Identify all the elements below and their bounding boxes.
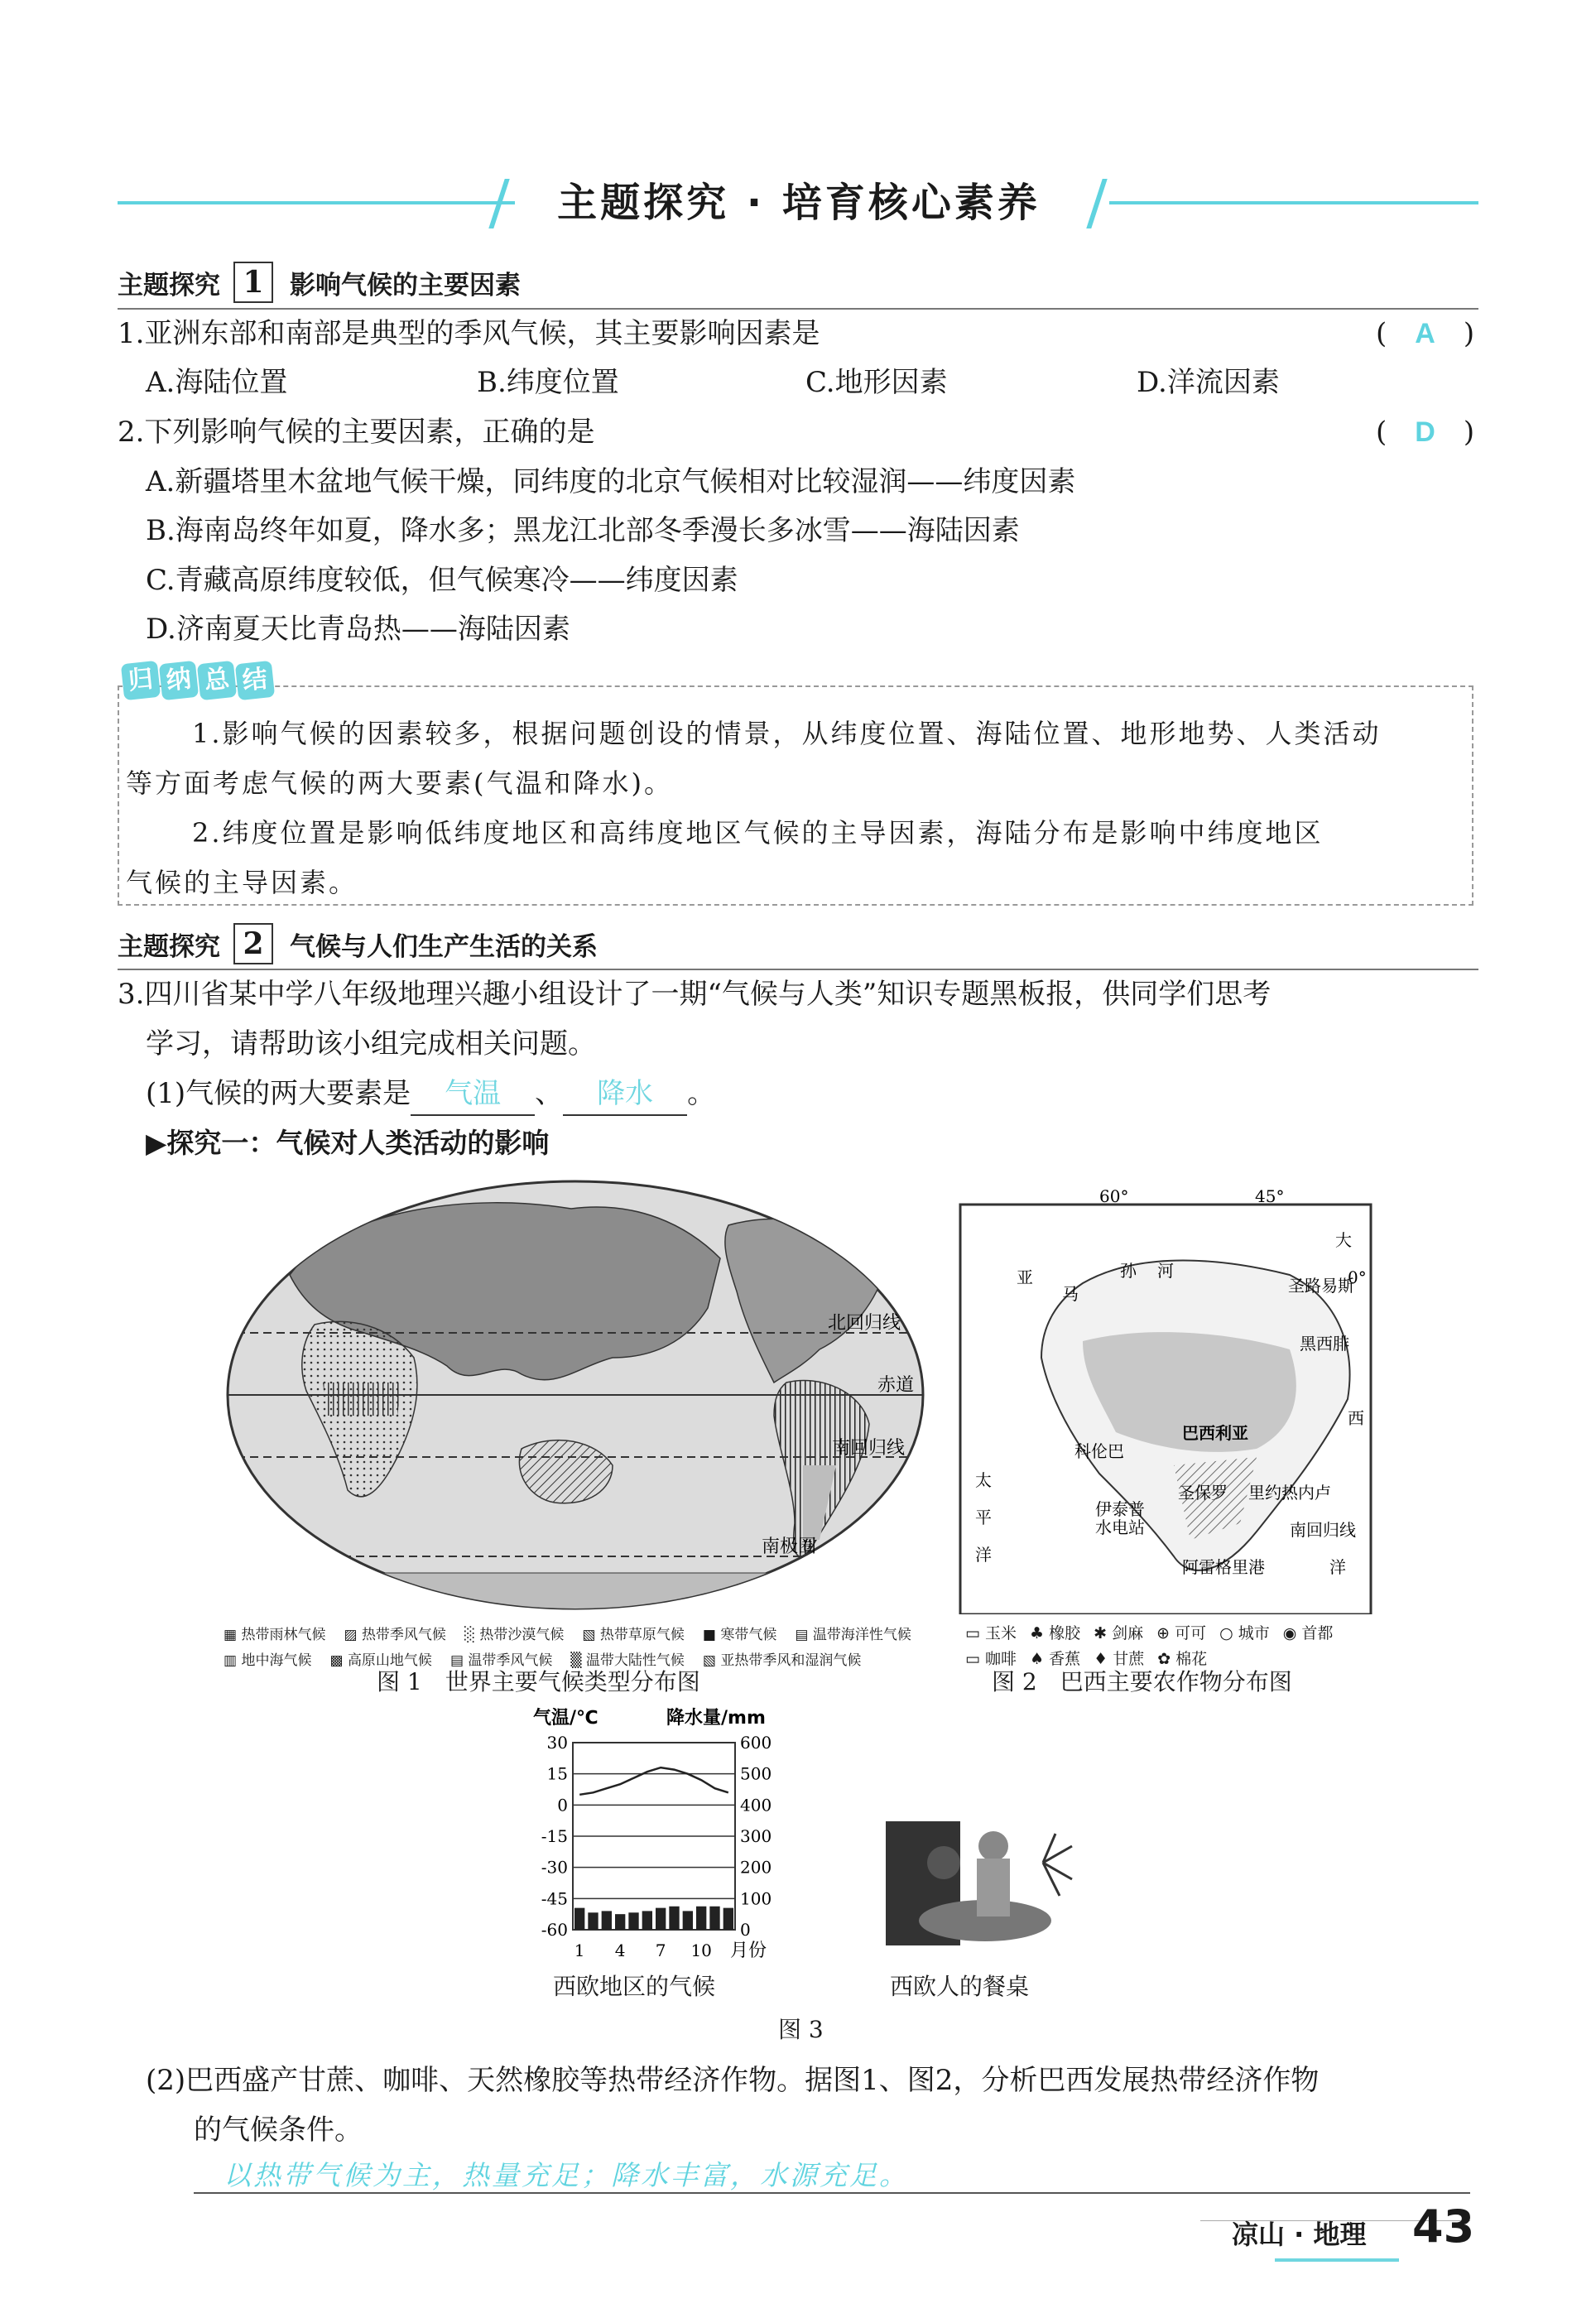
precip-bar	[642, 1911, 652, 1930]
part-1-prefix: (1)气候的两大要素是	[146, 1077, 411, 1110]
precip-bar	[669, 1907, 679, 1930]
section-label: 主题探究	[118, 270, 220, 301]
legend-item: ▒ 温带大陆性气候	[570, 1652, 685, 1669]
summary-tag-char: 归	[121, 661, 161, 700]
left-axis-label: 气温/℃	[533, 1708, 598, 1729]
summary-tag-char: 结	[235, 661, 275, 700]
summary-tag-char: 纳	[159, 661, 199, 700]
q2-option-c: C.青藏高原纬度较低，但气候寒冷——纬度因素	[146, 564, 738, 597]
question-1-answer: A	[1415, 318, 1435, 349]
section-title: 影响气候的主要因素	[290, 270, 521, 301]
fig2-caption: 图 2 巴西主要农作物分布图	[992, 1668, 1292, 1695]
legend-item: ◉ 首都	[1282, 1624, 1334, 1642]
map-label: 圣路易斯	[1288, 1276, 1354, 1296]
x-tick-label: 4	[614, 1940, 626, 1960]
brazil-crop-map	[959, 1184, 1372, 1614]
footer-accent	[1275, 2258, 1399, 2262]
precip-bar	[574, 1908, 584, 1930]
right-tick-label: 0	[740, 1920, 751, 1940]
map-label: 平	[975, 1508, 992, 1527]
map-label: 黑西腓	[1300, 1334, 1349, 1354]
map-label: 巴西利亚	[1182, 1423, 1248, 1443]
map-label: 太	[975, 1470, 992, 1490]
label-equator: 赤道	[877, 1375, 915, 1396]
legend-item: ▤ 温带海洋性气候	[795, 1627, 911, 1643]
legend-item: ▩ 高原山地气候	[329, 1652, 432, 1669]
left-tick-label: -60	[541, 1920, 568, 1940]
precip-bar	[696, 1907, 706, 1930]
legend-item: ⊕ 可可	[1156, 1624, 1207, 1642]
map-label: 马	[1062, 1284, 1079, 1304]
legend-item: ♣ 橡胶	[1030, 1624, 1081, 1642]
map-label: 洋	[1329, 1557, 1346, 1577]
question-3-stem-line-2: 学习，请帮助该小组完成相关问题。	[146, 1027, 596, 1060]
question-2-answer: D	[1415, 416, 1435, 448]
x-tick-label: 10	[690, 1940, 712, 1960]
map-label: 科伦巴	[1074, 1441, 1124, 1461]
question-2-stem: 2.下列影响气候的主要因素，正确的是	[118, 416, 595, 449]
legend-item: ▭ 咖啡	[965, 1650, 1017, 1668]
section-rule	[118, 308, 1478, 310]
q2-option-a: A.新疆塔里木盆地气候干燥，同纬度的北京气候相对比较湿润——纬度因素	[146, 465, 1076, 498]
x-axis-label: 月份	[730, 1940, 767, 1961]
precip-bar	[683, 1911, 693, 1930]
left-tick-label: 30	[546, 1733, 568, 1753]
banner-slash-right	[1086, 179, 1107, 228]
answer-underline	[194, 2192, 1470, 2194]
precip-bar	[628, 1912, 638, 1930]
question-3-part-1	[146, 1073, 715, 1116]
map-label: 亚	[1017, 1267, 1033, 1287]
map-label: 伊泰普	[1095, 1499, 1145, 1519]
precip-bar	[709, 1907, 719, 1930]
banner-title: 主题探究 · 培育核心素养	[557, 180, 1041, 226]
fig1-caption: 图 1 世界主要气候类型分布图	[377, 1668, 700, 1695]
legend-item: ▧ 亚热带季风和湿润气候	[702, 1652, 862, 1669]
question-1-stem: 1.亚洲东部和南部是典型的季风气候，其主要影响因素是	[118, 317, 820, 350]
legend-item: ■ 寒带气候	[702, 1627, 777, 1643]
question-3-part-2-line-1: (2)巴西盛产甘蔗、咖啡、天然橡胶等热带经济作物。据图1、图2，分析巴西发展热带经济作物	[146, 2064, 1320, 2097]
lon-label-60: 60°	[1099, 1186, 1129, 1206]
label-antarctic-circle: 南极圈	[762, 1537, 817, 1557]
right-tick-label: 500	[740, 1763, 772, 1784]
legend-item: ✿ 棉花	[1157, 1650, 1208, 1668]
fig1-legend	[224, 1623, 952, 1669]
question-3-stem-line-1: 3.四川省某中学八年级地理兴趣小组设计了一期“气候与人类”知识专题黑板报，供同学们思考	[118, 978, 1272, 1011]
climate-chart	[522, 1705, 795, 1962]
legend-item: ▧ 热带草原气候	[582, 1627, 685, 1643]
x-tick-label: 7	[655, 1940, 666, 1960]
world-climate-map	[224, 1176, 927, 1614]
lon-label-45: 45°	[1255, 1186, 1285, 1206]
section-rule	[118, 969, 1478, 970]
blank-answer-2: 降水	[563, 1073, 687, 1116]
part-1-separator: 、	[535, 1077, 564, 1110]
right-tick-label: 100	[740, 1888, 772, 1909]
q2-option-d: D.济南夏天比青岛热——海陆因素	[146, 613, 570, 646]
precip-bar	[656, 1908, 666, 1930]
map-label: 大	[1335, 1230, 1352, 1250]
x-tick-label: 1	[574, 1940, 585, 1960]
summary-line-1: 1.影响气候的因素较多，根据问题创设的情景，从纬度位置、海陆位置、地形地势、人类活动	[192, 718, 1382, 749]
map-label: 南回归线	[1290, 1520, 1356, 1540]
summary-tag-char: 总	[197, 661, 237, 700]
right-tick-label: 600	[740, 1733, 772, 1753]
blank-answer-1: 气温	[411, 1073, 535, 1116]
footer-subject: 凉山 · 地理	[1232, 2219, 1367, 2250]
legend-item: ░ 热带沙漠气候	[464, 1627, 565, 1643]
landmass-antarctica	[224, 1573, 927, 1614]
legend-item: ♠ 香蕉	[1030, 1650, 1081, 1668]
banner-rule-right	[1109, 201, 1478, 204]
section-label: 主题探究	[118, 931, 220, 962]
temperature-line	[579, 1767, 728, 1795]
right-tick-label: 400	[740, 1795, 772, 1815]
legend-item: ▨ 热带季风气候	[344, 1627, 446, 1643]
label-tropic-n: 北回归线	[828, 1313, 901, 1334]
left-tick-label: -45	[541, 1888, 568, 1909]
summary-line-4: 气候的主导因素。	[126, 867, 358, 898]
map-label: 里约热内卢	[1248, 1483, 1331, 1503]
map-label: 孙	[1120, 1261, 1137, 1281]
section-number: 1	[233, 262, 273, 303]
summary-line-3: 2.纬度位置是影响低纬度地区和高纬度地区气候的主导因素，海陆分布是影响中纬度地区	[192, 817, 1324, 849]
q2-option-b: B.海南岛终年如夏，降水多；黑龙江北部冬季漫长多冰雪——海陆因素	[146, 514, 1020, 547]
right-tick-label: 300	[740, 1826, 772, 1846]
fig3-sub-chart-caption: 西欧地区的气候	[553, 1973, 716, 2000]
left-tick-label: 15	[546, 1763, 568, 1784]
legend-item: ▥ 地中海气候	[224, 1652, 312, 1669]
page-number: 43	[1412, 2200, 1475, 2253]
label-tropic-s: 南回归线	[832, 1438, 906, 1459]
map-label: 河	[1157, 1261, 1174, 1281]
q1-option-a: A.海陆位置	[146, 366, 288, 399]
fig3-caption: 图 3	[778, 2016, 824, 2043]
legend-item: ▤ 温带季风气候	[449, 1652, 553, 1669]
legend-item: ▭ 玉米	[965, 1624, 1017, 1642]
left-tick-label: 0	[557, 1795, 568, 1815]
part-1-end: 。	[687, 1077, 716, 1110]
section-title: 气候与人们生产生活的关系	[290, 931, 598, 962]
legend-item: ✱ 剑麻	[1094, 1624, 1144, 1642]
q1-option-b: B.纬度位置	[477, 366, 619, 399]
fig2-legend	[965, 1621, 1371, 1669]
legend-item: ○ 城市	[1219, 1624, 1270, 1642]
fig3-sub-photo-caption: 西欧人的餐桌	[890, 1973, 1030, 2000]
map-label: 阿雷格里港	[1182, 1557, 1265, 1577]
precip-bar	[615, 1914, 625, 1930]
section-header-1	[118, 259, 521, 305]
question-2-answer-slot: ( D )	[1376, 416, 1475, 449]
section-header-2	[118, 921, 598, 967]
left-tick-label: -15	[541, 1826, 568, 1846]
map-label: 水电站	[1095, 1517, 1145, 1537]
legend-item: ♦ 甘蔗	[1094, 1650, 1145, 1668]
map-label: 0°	[1348, 1267, 1367, 1287]
question-3-part-2-line-2: 的气候条件。	[194, 2114, 363, 2147]
q1-option-c: C.地形因素	[805, 366, 948, 399]
banner-rule-left	[118, 201, 515, 204]
right-tick-label: 200	[740, 1857, 772, 1878]
question-3-part-2-answer: 以热带气候为主，热量充足；降水丰富，水源充足。	[224, 2159, 909, 2191]
precip-bar	[602, 1911, 612, 1930]
question-1-answer-slot: ( A )	[1376, 317, 1475, 350]
left-tick-label: -30	[541, 1857, 568, 1878]
precip-bar	[588, 1912, 598, 1930]
summary-tag	[123, 662, 273, 699]
right-axis-label: 降水量/mm	[666, 1708, 766, 1729]
map-label: 圣保罗	[1178, 1483, 1228, 1503]
map-label: 洋	[975, 1545, 992, 1565]
q1-option-d: D.洋流因素	[1137, 366, 1280, 399]
precip-bar	[723, 1908, 733, 1930]
explore-heading: ▶探究一：气候对人类活动的影响	[146, 1127, 550, 1159]
legend-item: ▦ 热带雨林气候	[224, 1627, 326, 1643]
map-label: 西	[1348, 1408, 1364, 1428]
dining-table-photo	[877, 1813, 1076, 1954]
section-number: 2	[233, 923, 273, 964]
summary-line-2: 等方面考虑气候的两大要素(气温和降水)。	[126, 767, 673, 799]
